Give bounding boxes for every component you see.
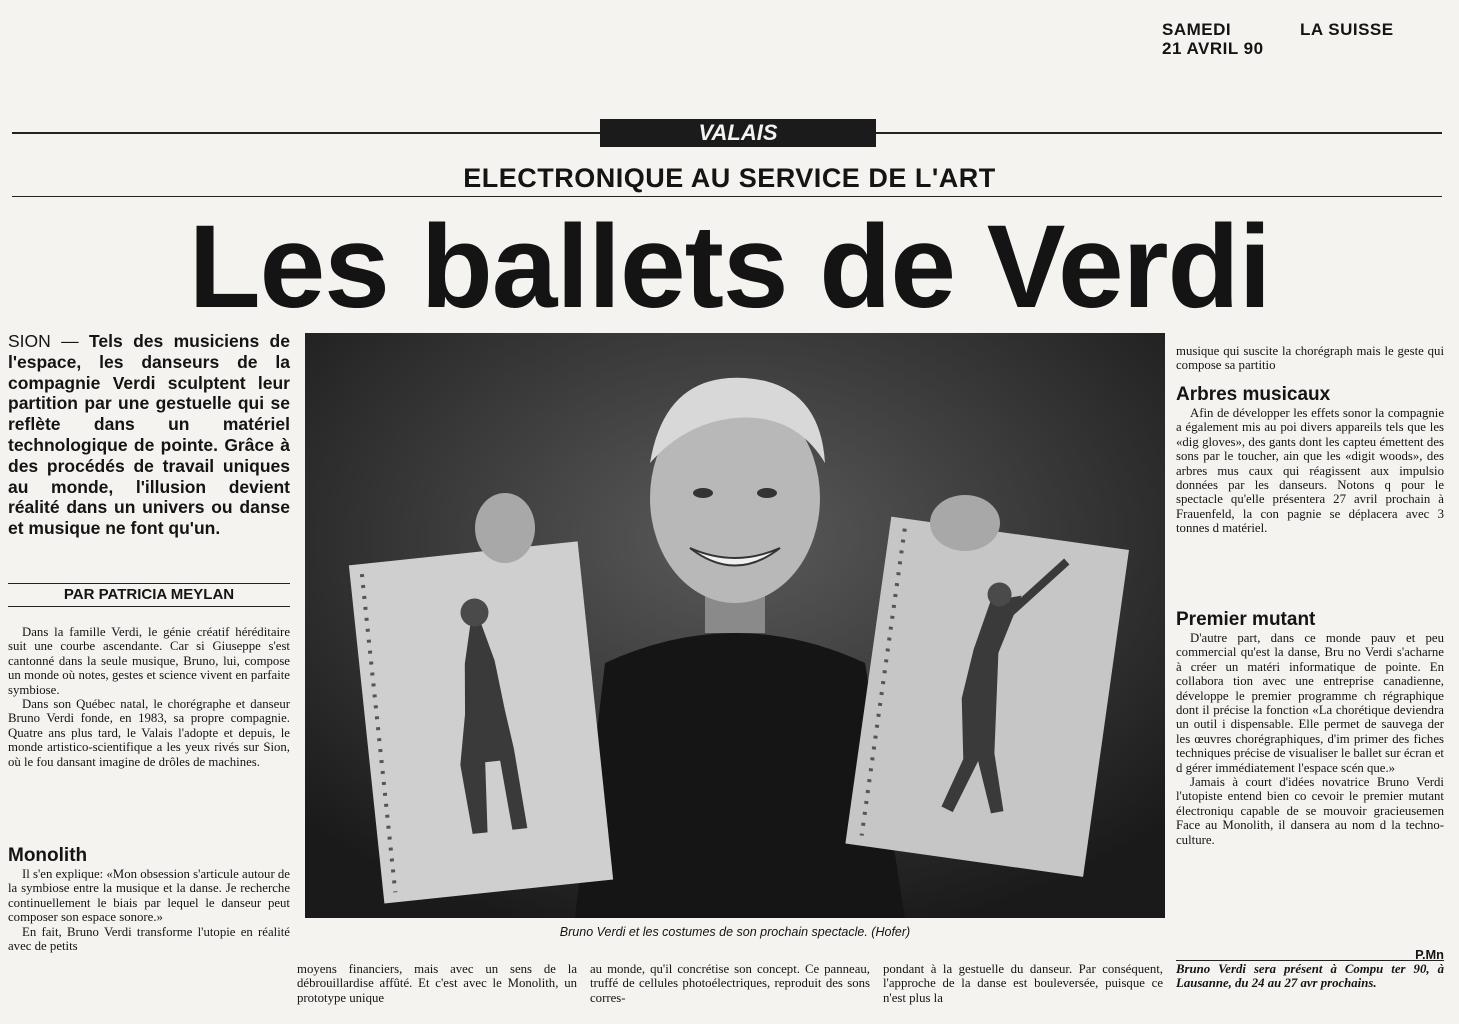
author-initials: P.Mn: [1415, 947, 1444, 962]
paragraph: Il s'en explique: «Mon obsession s'articule autour de la symbiose entre la musique et la danse. Je recherche continuellement le biais par lequel le danseur peut composer son espace sonore.»: [8, 867, 290, 925]
article-column-5: [1176, 384, 1444, 536]
photo-illustration: [305, 333, 1165, 918]
headline: Les ballets de Verdi: [188, 201, 1271, 333]
dateline: [1162, 20, 1264, 58]
newspaper-name: LA SUISSE: [1300, 20, 1394, 39]
paragraph: En fait, Bruno Verdi transforme l'utopie en réalité avec de petits: [8, 924, 290, 954]
article-column-5-continued: [1176, 609, 1444, 847]
paragraph: Afin de développer les effets sonor la compagnie a également mis au poi divers appareils tels que les «dig gloves», des gants dont les capteu émettent des sons par le toucher, ain que les «digit woods», des arbres mus caux qui réagissent aux impulsio données par les danseurs. Notons q pour le spectacle qu'elle présentera 27 avril prochain à Frauenfeld, la con pagnie se déplacera avec 3 tonnes d matériel.: [1176, 406, 1444, 536]
kicker: ELECTRONIQUE AU SERVICE DE L'ART: [463, 163, 996, 193]
subheading-premier-mutant: Premier mutant: [1176, 609, 1316, 630]
subheading-arbres-musicaux: Arbres musicaux: [1176, 384, 1331, 405]
paragraph: Jamais à court d'idées novatrice Bruno Verdi l'utopiste entend bien co cevoir le premier mutant électroniqu capable de se mouvoir gracieusemen Face au Monolith, il dansera au nom d la techno-culture.: [1176, 775, 1444, 847]
article-column-1: [8, 625, 290, 769]
article-column-5-top: musique qui suscite la chorégraph mais le geste qui compose sa partitio: [1176, 344, 1444, 373]
kicker-rule: [12, 196, 1442, 197]
article-column-4: pondant à la gestuelle du danseur. Par conséquent, l'approche de la danse est bouleversée, puisque ce n'est plus la: [883, 962, 1163, 1005]
byline: PAR PATRICIA MEYLAN: [8, 583, 290, 607]
paragraph: Dans la famille Verdi, le génie créatif héréditaire suit une courbe ascendante. Car si Giuseppe s'est cantonné dans la seule musique, Bruno, lui, compose un monde où notes, gestes et science vivent en parfaite symbiose.: [8, 625, 290, 697]
lede: [8, 331, 290, 539]
subheading-monolith: Monolith: [8, 845, 88, 866]
photo-caption: Bruno Verdi et les costumes de son prochain spectacle. (Hofer): [559, 925, 911, 939]
note-rule: [1176, 960, 1444, 961]
section-label: VALAIS: [600, 119, 876, 147]
article-column-1-continued: [8, 845, 290, 954]
paragraph: D'autre part, dans ce monde pauv et peu commercial qu'est la danse, Bru no Verdi s'acharne à créer un matéri informatique de pointe. En collabora tion avec une entreprise canadienne, développe le premier programme ch régraphique dont il précise la fonction «La chorétique deviendra un outil i dispensable. Elle permet de sauvega der les œuvres chorégraphiques, d'im primer des fiches techniques précise de visualiser le ballet sur écran et d gérer immédiatement l'espace scén que.»: [1176, 631, 1444, 775]
lede-text: Tels des musiciens de l'espace, les danseurs de la compagnie Verdi sculptent leur partition par une gestuelle qui se reflète dans un matériel technologique de pointe. Grâce à des procédés de travail uniques au monde, l'illusion devient réalité dans un univers ou danse et musique ne font qu'un.: [8, 331, 290, 539]
date: 21 AVRIL 90: [1162, 39, 1264, 58]
event-note: Bruno Verdi sera présent à Compu ter 90, à Lausanne, du 24 au 27 avr prochains.: [1176, 962, 1444, 991]
article-column-2: moyens financiers, mais avec un sens de la débrouillardise affûté. Et c'est avec le Monolith, un prototype unique: [297, 962, 577, 1005]
article-photo: [305, 333, 1165, 918]
paragraph: Dans son Québec natal, le chorégraphe et danseur Bruno Verdi fonde, en 1983, sa propre compagnie. Quatre ans plus tard, le Valais l'adopte et depuis, le monde artistico-scientifique a les yeux rivés sur Sion, où le fou dansant imagine de drôles de machines.: [8, 697, 290, 769]
day: SAMEDI: [1162, 20, 1232, 39]
dateline-place: SION —: [8, 331, 79, 351]
article-column-3: au monde, qu'il concrétise son concept. Ce panneau, truffé de cellules photoélectriques, reproduit des sons corres-: [590, 962, 870, 1005]
